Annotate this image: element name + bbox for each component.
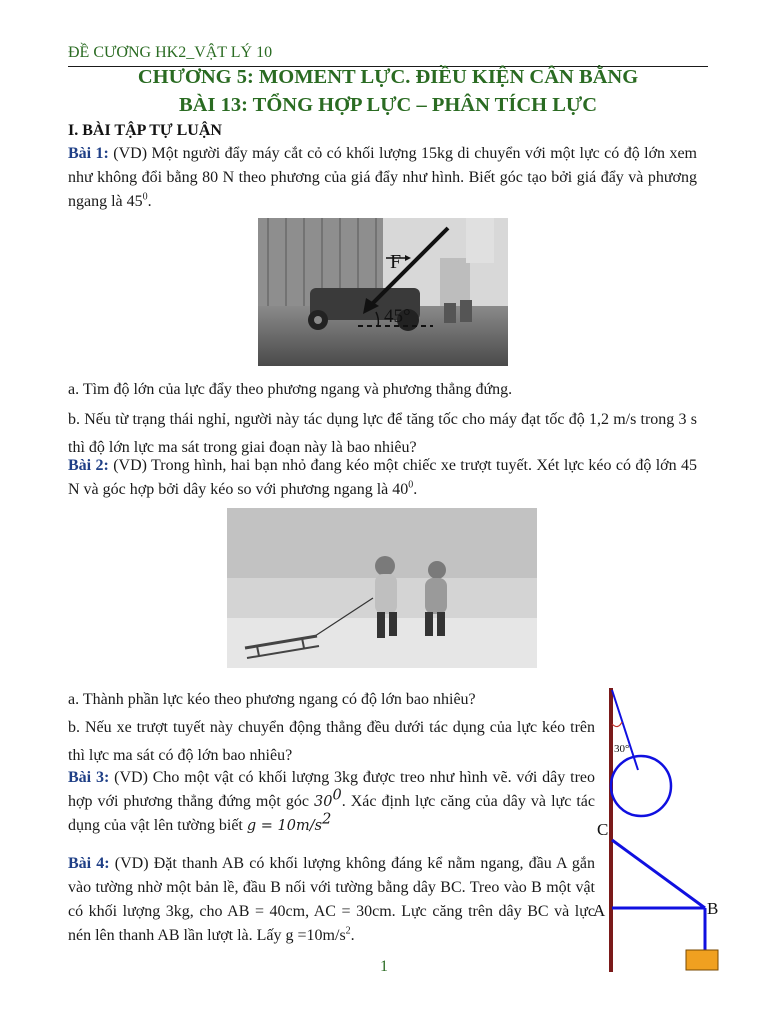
- bai3-label: Bài 3:: [68, 769, 110, 786]
- bai4-label: Bài 4:: [68, 855, 110, 872]
- bai1-question-b: b. Nếu từ trạng thái nghỉ, người này tác dụng lực để tăng tốc cho máy đạt tốc độ 1,2 m/s trong 3 s thì độ lớn lực ma sát trong giai đoạn này là bao nhiêu?: [68, 411, 697, 456]
- bai1-question-a: a. Tìm độ lớn của lực đẩy theo phương ngang và phương thẳng đứng.: [68, 381, 513, 398]
- page-number: 1: [380, 958, 388, 975]
- point-a-label: A: [593, 901, 606, 920]
- point-b-label: B: [707, 899, 719, 918]
- angle-label-45: 45°: [384, 306, 411, 327]
- bai4-statement: Bài 4: (VD) Đặt thanh AB có khối lượng không đáng kể nằm ngang, đầu A gắn vào tường nhờ một bản lề, đầu B nối với tường bằng dây BC. Treo vào B một vật có khối lượng 3kg, cho AB = 40cm, AC = 30cm. Lực căng trên dây BC và lực nén lên thanh AB lần lượt là. Lấy $g =10m/s^2$.: [68, 855, 595, 944]
- lawn-mower-photo: [258, 218, 508, 366]
- sled-photo: [227, 508, 537, 668]
- lesson-title: BÀI 13: TỔNG HỢP LỰC – PHÂN TÍCH LỰC: [178, 94, 597, 116]
- bai3-statement: Bài 3: (VD) Cho một vật có khối lượng 3kg được treo như hình vẽ. với dây treo hợp với phương thẳng đứng một góc $30^0$. Xác định lực căng của dây và lực tác dụng của vật lên tường biết $g = 10m/s^2$: [68, 769, 595, 834]
- chapter-title: CHƯƠNG 5: MOMENT LỰC. ĐIỀU KIỆN CÂN BẰNG: [137, 66, 639, 88]
- physics-diagrams: [590, 680, 730, 980]
- bai2-question-b: b. Nếu xe trượt tuyết này chuyển động thẳng đều dưới tác dụng của lực kéo trên thì lực ma sát có độ lớn bao nhiêu?: [68, 719, 595, 764]
- point-c-label: C: [597, 820, 609, 839]
- bai2-statement: Bài 2: (VD) Trong hình, hai bạn nhỏ đang kéo một chiếc xe trượt tuyết. Xét lực kéo có độ lớn 45 N và góc hợp bởi dây kéo so với phương ngang là $40^0$.: [68, 457, 698, 498]
- bai2-label: Bài 2:: [68, 457, 109, 474]
- angle-label-30: 30°: [614, 743, 630, 755]
- bai1-statement: Bài 1: (VD) Một người đẩy máy cắt cỏ có khối lượng 15kg di chuyển với một lực có độ lớn xem như không đổi bằng 80 N theo phương của giá đẩy như hình. Biết góc tạo bởi giá đẩy và phương ngang là $45^0$.: [68, 145, 697, 210]
- section-title: I. BÀI TẬP TỰ LUẬN: [68, 122, 222, 139]
- bai2-question-a: a. Thành phần lực kéo theo phương ngang có độ lớn bao nhiêu?: [68, 691, 476, 708]
- bai1-label: Bài 1:: [68, 145, 109, 162]
- force-label: F: [390, 251, 402, 273]
- document-header: ĐỀ CƯƠNG HK2_VẬT LÝ 10: [68, 44, 273, 61]
